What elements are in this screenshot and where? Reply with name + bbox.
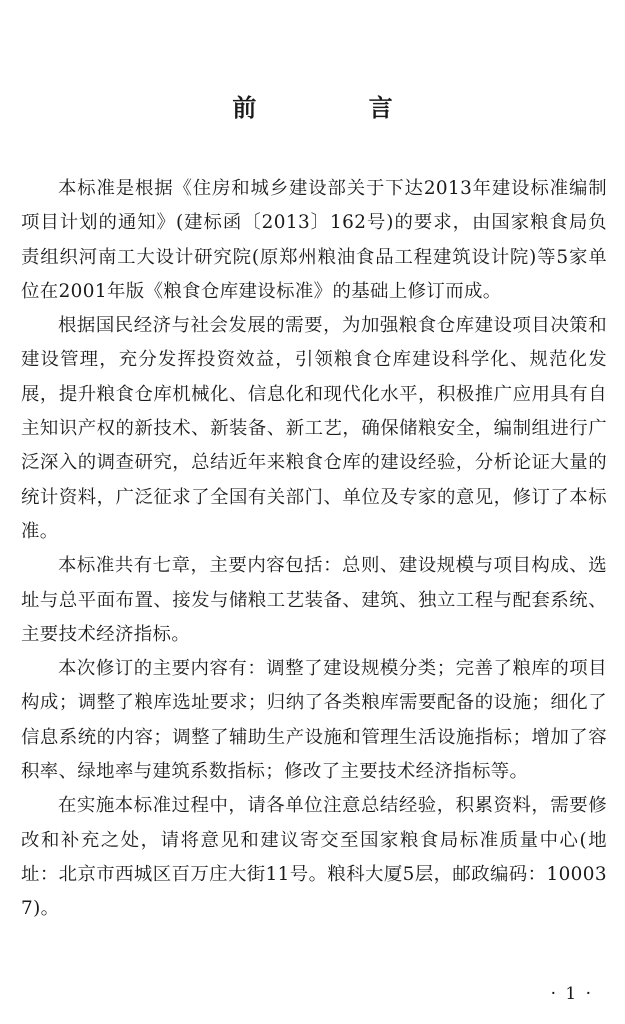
page-title: 前 言 — [232, 94, 445, 122]
paragraph-feedback: 在实施本标准过程中，请各单位注意总结经验，积累资料，需要修改和补充之处，请将意见和建议寄交至国家粮食局标准质量中心(地址：北京市西城区百万庄大街11号。粮科大厦5层，邮政编码：100037)。 — [21, 795, 607, 920]
paragraph-contents: 本标准共有七章，主要内容包括：总则、建设规模与项目构成、选址与总平面布置、接发与储粮工艺装备、建筑、独立工程与配套系统、主要技术经济指标。 — [21, 555, 607, 645]
paragraph-purpose: 根据国民经济与社会发展的需要，为加强粮食仓库建设项目决策和建设管理，充分发挥投资效益，引领粮食仓库建设科学化、规范化发展，提升粮食仓库机械化、信息化和现代化水平，积极推广应用具有自主知识产权的新技术、新装备、新工艺，确保储粮安全，编制组进行广泛深入的调查研究，总结近年来粮食仓库的建设经验，分析论证大量的统计资料，广泛征求了全国有关部门、单位及专家的意见，修订了本标准。 — [21, 315, 607, 542]
page-number: · 1 · — [550, 984, 593, 1004]
paragraph-revisions: 本次修订的主要内容有：调整了建设规模分类；完善了粮库的项目构成；调整了粮库选址要求；归纳了各类粮库需要配备的设施；细化了信息系统的内容；调整了辅助生产设施和管理生活设施指标；增加了容积率、绿地率与建筑系数指标；修改了主要技术经济指标等。 — [21, 658, 607, 783]
preface-body — [21, 172, 607, 927]
paragraph-basis: 本标准是根据《住房和城乡建设部关于下达2013年建设标准编制项目计划的通知》(建标函〔2013〕162号)的要求，由国家粮食局负责组织河南工大设计研究院(原郑州粮油食品工程建筑设计院)等5家单位在2001年版《粮食仓库建设标准》的基础上修订而成。 — [21, 178, 607, 302]
